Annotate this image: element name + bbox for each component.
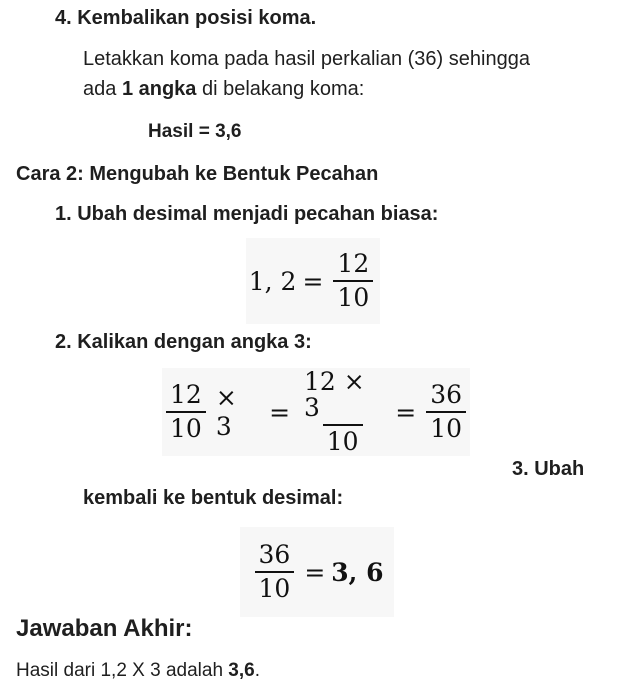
step4-heading: 4. Kembalikan posisi koma.: [55, 7, 317, 29]
final-heading: Jawaban Akhir:: [16, 615, 193, 642]
method2-step2-formula: [162, 368, 470, 456]
method2-step3-heading-part2: kembali ke bentuk desimal:: [83, 487, 344, 509]
step1-denominator: 10: [333, 280, 373, 311]
method2-step2-heading: 2. Kalikan dengan angka 3:: [55, 331, 312, 353]
step4-line1: Letakkan koma pada hasil perkalian (36) sehingga: [83, 48, 530, 70]
step3-denominator: 10: [255, 571, 295, 602]
step1-equals: =: [302, 266, 324, 296]
step2-f2-denominator: 10: [323, 424, 363, 455]
step2-equals-1: =: [269, 397, 291, 427]
step2-times-three: × 3: [215, 383, 237, 441]
step1-numerator: 12: [337, 248, 370, 278]
final-text-post: .: [254, 660, 260, 681]
step2-f2-numerator: 12 × 3: [304, 366, 365, 422]
step1-fraction: [333, 248, 373, 312]
step2-equals-2: =: [395, 397, 417, 427]
step3-numerator: 36: [258, 539, 291, 569]
step4-line2-pre: ada: [83, 78, 122, 100]
step2-f1-numerator: 12: [170, 379, 202, 409]
step3-fraction: [255, 539, 295, 603]
step2-f1-denominator: 10: [166, 411, 206, 442]
step2-f3-numerator: 36: [430, 379, 462, 409]
final-text-bold: 3,6: [228, 660, 255, 681]
step4-line2-post: di belakang koma:: [196, 78, 365, 100]
step2-fraction-1: [166, 379, 206, 443]
method2-step3-heading-part1: 3. Ubah: [512, 458, 585, 480]
final-answer-text: [16, 660, 260, 682]
step3-result: 3, 6: [331, 557, 384, 587]
step2-fraction-2: [300, 366, 385, 457]
method2-step1-formula: [246, 238, 380, 324]
step2-fraction-3: [426, 379, 466, 443]
step3-equals: =: [304, 557, 326, 587]
step4-result: Hasil = 3,6: [148, 121, 242, 142]
final-text-pre: Hasil dari 1,2 X 3 adalah: [16, 660, 229, 681]
method2-heading: Cara 2: Mengubah ke Bentuk Pecahan: [16, 163, 379, 185]
step1-lhs: 1, 2: [248, 266, 297, 296]
step2-f3-denominator: 10: [426, 411, 466, 442]
method2-step3-formula: [240, 527, 394, 617]
step4-line2: [83, 78, 364, 101]
step4-line2-bold: 1 angka: [121, 78, 197, 100]
method2-step1-heading: 1. Ubah desimal menjadi pecahan biasa:: [55, 203, 439, 225]
